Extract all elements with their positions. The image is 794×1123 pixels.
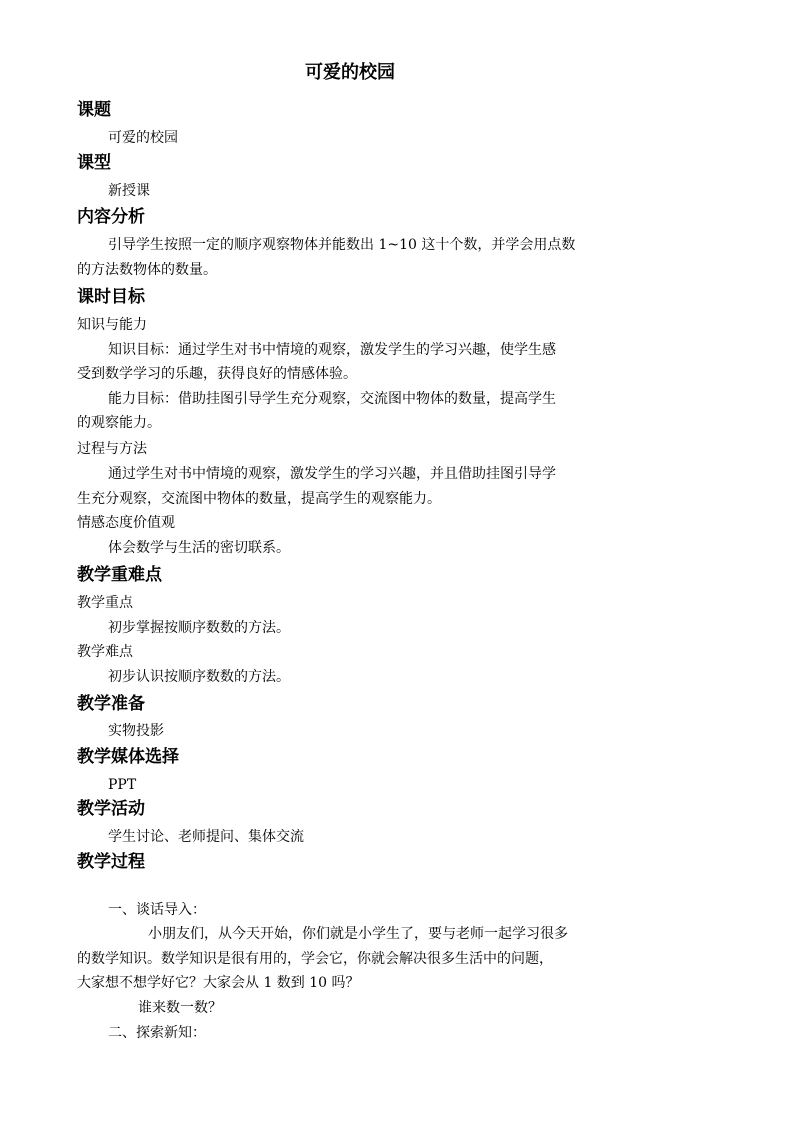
text-guocheng-l1: 通过学生对书中情境的观察，激发学生的学习兴趣，并且借助挂图引导学 (108, 466, 556, 482)
text-zhishi-b1: 能力目标：借助挂图引导学生充分观察，交流图中物体的数量，提高学生 (108, 391, 556, 407)
step-one: 一、谈话导入： (108, 902, 206, 918)
text-intro-p1: 小朋友们，从今天开始，你们就是小学生了，要与老师一起学习很多 (148, 926, 568, 942)
text-zhishi-a2: 受到数学学习的乐趣，获得良好的情感体验。 (77, 366, 357, 382)
text-keti: 可爱的校园 (108, 130, 178, 146)
text-zhishi-a1: 知识目标：通过学生对书中情境的观察，激发学生的学习兴趣，使学生感 (108, 342, 556, 358)
text-zhongdian: 初步掌握按顺序数数的方法。 (108, 620, 290, 636)
heading-zhongnan: 教学重难点 (77, 565, 162, 585)
text-zhunbei: 实物投影 (108, 723, 164, 739)
heading-zhunbei: 教学准备 (77, 694, 145, 714)
text-huodong: 学生讨论、老师提问、集体交流 (108, 829, 304, 845)
subheading-zhongdian: 教学重点 (77, 595, 133, 611)
text-zhishi-b2: 的观察能力。 (77, 415, 161, 431)
text-intro-p4: 谁来数一数？ (138, 1000, 222, 1016)
text-neirong-line2: 的方法数物体的数量。 (77, 262, 217, 278)
heading-keti: 课题 (77, 100, 111, 120)
subheading-guocheng: 过程与方法 (77, 441, 147, 457)
text-qinggan-l1: 体会数学与生活的密切联系。 (108, 540, 290, 556)
text-neirong-line1: 引导学生按照一定的顺序观察物体并能数出 1~10 这十个数，并学会用点数 (108, 237, 576, 253)
subheading-nandian: 教学难点 (77, 644, 133, 660)
heading-kexing: 课型 (77, 153, 111, 173)
text-intro-p2: 的数学知识。数学知识是很有用的，学会它，你就会解决很多生活中的问题， (77, 951, 553, 967)
heading-huodong: 教学活动 (77, 799, 145, 819)
heading-jiaoxue-guocheng: 教学过程 (77, 852, 145, 872)
step-two: 二、探索新知： (108, 1025, 206, 1041)
text-guocheng-l2: 生充分观察，交流图中物体的数量，提高学生的观察能力。 (77, 491, 441, 507)
subheading-qinggan: 情感态度价值观 (77, 515, 175, 531)
heading-mubiao: 课时目标 (77, 287, 145, 307)
text-kexing: 新授课 (108, 183, 150, 199)
text-intro-p3: 大家想不想学好它？大家会从 1 数到 10 吗？ (77, 975, 360, 991)
subheading-zhishi: 知识与能力 (77, 317, 147, 333)
heading-neirong: 内容分析 (77, 207, 145, 227)
text-meiti: PPT (108, 777, 137, 793)
text-nandian: 初步认识按顺序数数的方法。 (108, 669, 290, 685)
document-title: 可爱的校园 (305, 62, 395, 83)
heading-meiti: 教学媒体选择 (77, 747, 179, 767)
